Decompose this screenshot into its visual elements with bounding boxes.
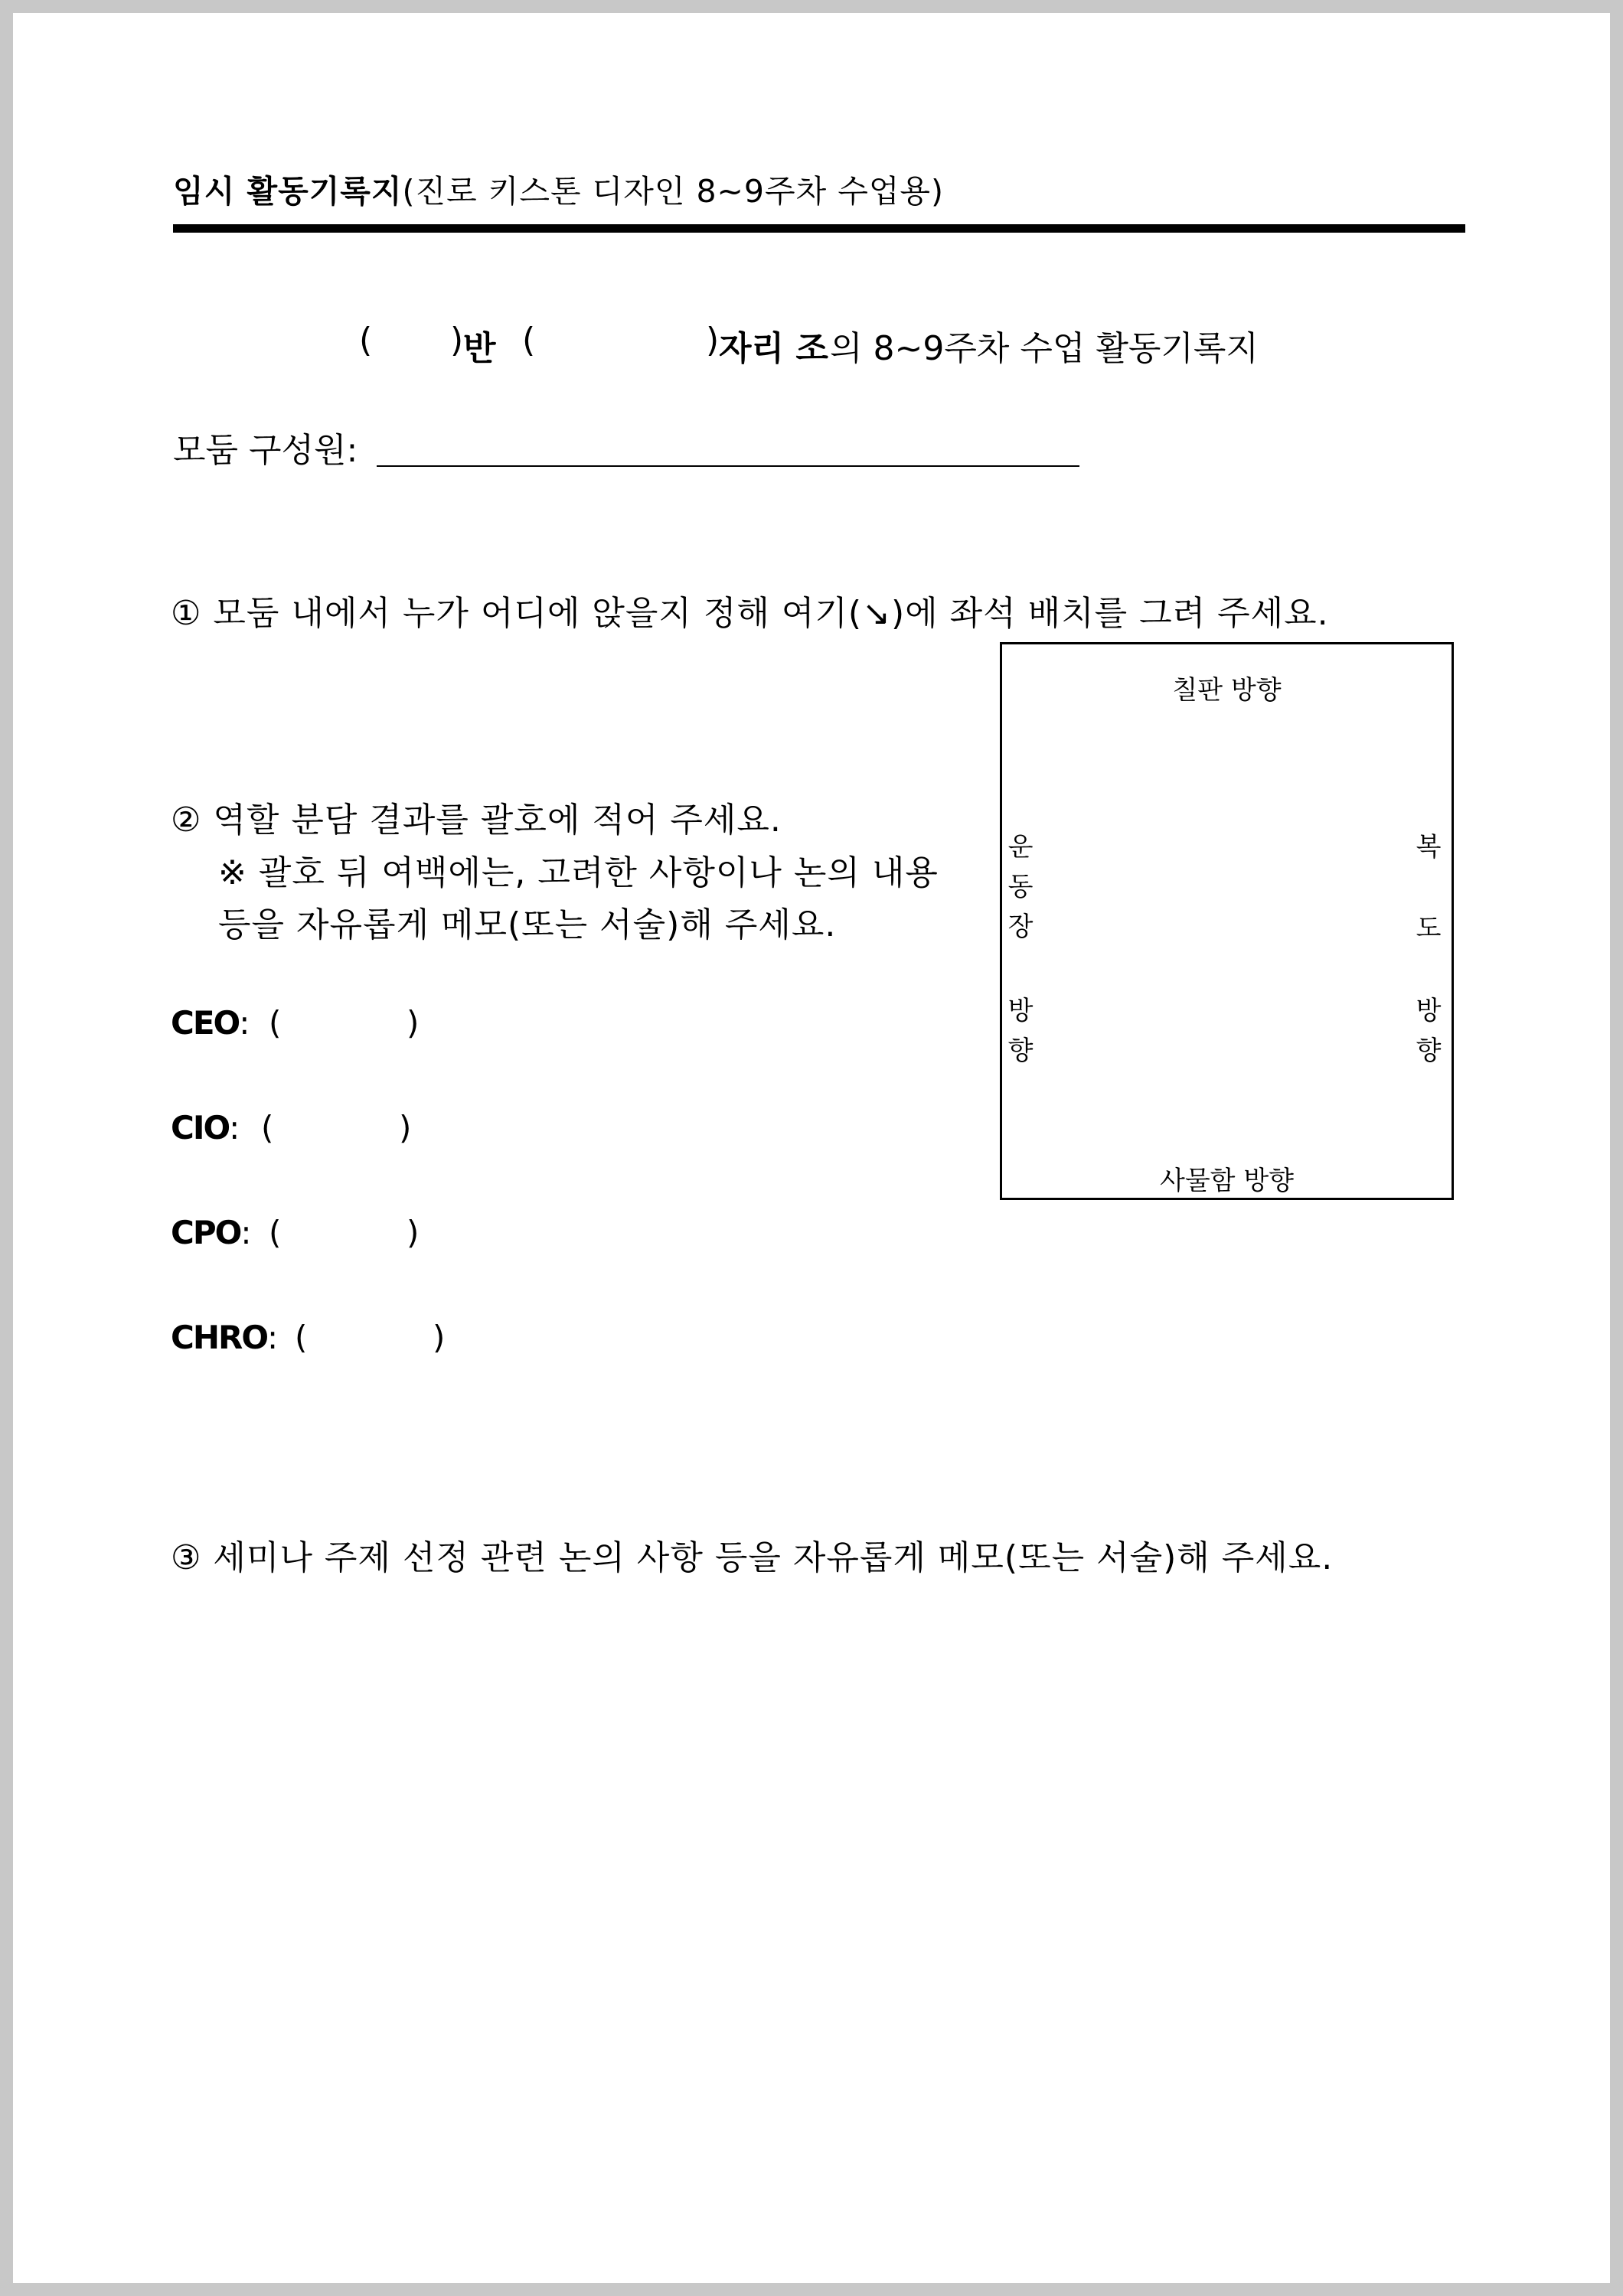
members-input-line[interactable] (377, 465, 1079, 467)
document-page (13, 13, 1610, 2283)
question-2: ② 역할 분담 결과를 괄호에 적어 주세요. (171, 801, 782, 840)
locker-direction-label: 사물함 방향 (1159, 1166, 1295, 1196)
role-ceo-open-paren: ( (269, 1004, 282, 1042)
question-3: ③ 세미나 주제 선정 관련 논의 사항 등을 자유롭게 메모(또는 서술)해 주세요. (171, 1538, 1334, 1577)
heading-suffix: 의 8~9주차 수업 활동기록지 (830, 329, 1259, 368)
blackboard-direction-label: 칠판 방향 (1172, 675, 1282, 706)
seat-layout-box[interactable]: 칠판 방향 사물함 방향 운 동 장 방 향 복 도 방 향 (1000, 642, 1454, 1200)
role-chro-close-paren: ) (433, 1319, 446, 1356)
role-cpo: CPO: ( ) (171, 1214, 420, 1251)
title-divider (173, 224, 1465, 233)
class-open-paren: ( (359, 321, 373, 360)
class-close-paren: ) (450, 321, 464, 360)
role-ceo: CEO: ( ) (171, 1004, 420, 1042)
seat-group-open-paren: ( (522, 321, 536, 360)
role-chro-open-paren: ( (295, 1319, 308, 1356)
role-cpo-open-paren: ( (269, 1214, 282, 1251)
members-label: 모둠 구성원: (173, 431, 358, 470)
role-ceo-close-paren: ) (407, 1004, 420, 1042)
document-title (173, 166, 944, 211)
seat-group-close-paren: ) (706, 321, 720, 360)
role-cio-close-paren: ) (399, 1109, 412, 1146)
role-cio: CIO: ( ) (171, 1109, 412, 1146)
class-label: 반 (463, 329, 496, 368)
title-bold: 임시 활동기록지 (173, 173, 403, 210)
title-subtitle: (진로 키스톤 디자인 8~9주차 수업용) (402, 173, 945, 210)
role-cio-open-paren: ( (261, 1109, 274, 1146)
question-1: ① 모둠 내에서 누가 어디에 앉을지 정해 여기(↘)에 좌석 배치를 그려 주세요. (171, 594, 1329, 633)
role-chro: CHRO: ( ) (171, 1319, 446, 1356)
question-2-note-line-2: 등을 자유롭게 메모(또는 서술)해 주세요. (218, 905, 837, 944)
role-cpo-close-paren: ) (407, 1214, 420, 1251)
question-2-note-line-1: ※ 괄호 뒤 여백에는, 고려한 사항이나 논의 내용 (218, 853, 939, 892)
seat-group-label: 자리 조 (719, 329, 828, 368)
